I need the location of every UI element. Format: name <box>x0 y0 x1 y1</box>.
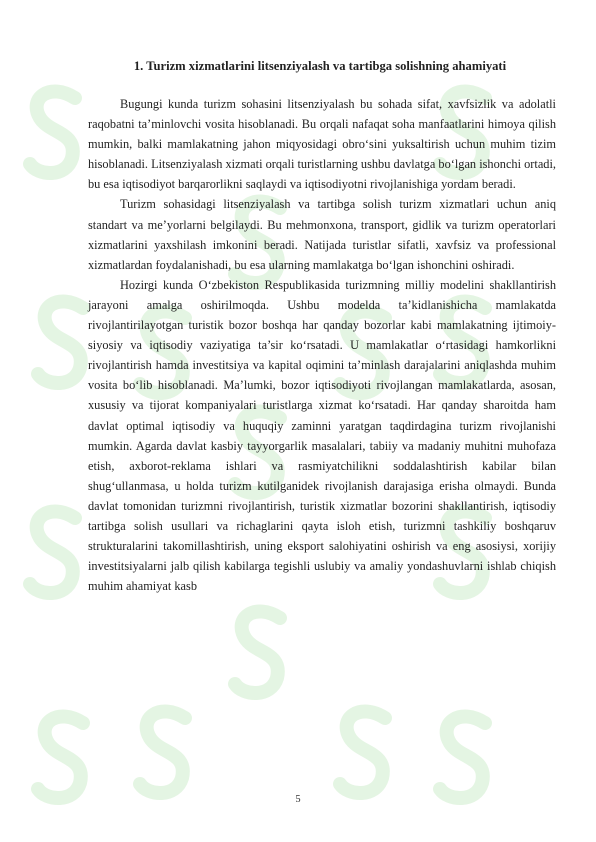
page-number: 5 <box>295 794 301 805</box>
paragraph-2: Turizm sohasidagi litsenziyalash va tartibga solish turizm xizmatlari uchun aniq standart va me’yorlarni belgilaydi. Bu mehmonxona, transport, gidlik va turizm operatorlari xizmatlarini yaxshilash imkonini beradi. Natijada turistlar sifatli, xavfsiz va professional xizmatlardan foydalanishadi, bu esa ularning mamlakatga bo‘lgan ishonchini oshiradi. <box>88 197 556 272</box>
section-heading: 1. Turizm xizmatlarini litsenziyalash va tartibga solishning ahamiyati <box>133 59 507 73</box>
body-text <box>88 94 556 596</box>
paragraph-3: Hozirgi kunda O‘zbekiston Respublikasida turizmning milliy modelini shakllantirish jarayoni amalga oshirilmoqda. Ushbu modelda ta’kidlanishicha mamlakatda rivojlantirilayotgan turistik bozor boshqa har qanday bozorlar kabi mamlakatning ijtimoiy-siyosiy va iqtisodiy vaziyatiga ta’sir ko‘rsatadi. U mamlakatlar o‘rtasidagi hamkorlikni rivojlantirish hamda investitsiya va kapital oqimini ta’minlash darajalarini aniqlashda muhim vosita bo‘lib hisoblanadi. Ma’lumki, bozor iqtisodiyoti rivojlangan mamlakatlarda, asosan, xususiy va tijorat kompaniyalari turistlarga xizmat ko‘rsatadi. Har qanday sharoitda ham davlat optimal iqtisodiy va huquqiy zaminni yaratgan taqdirdagina turizm rivojlanishi mumkin. Agarda davlat kasbiy tayyorgarlik masalalari, tabiiy va madaniy muhitni muhofaza etish, axborot-reklama ishlari va rasmiyatchilikni soddalashtirish kabilar bilan shug‘ullanmasa, u holda turizm kutilganidek rivojlanish darajasiga erisha olmaydi. Bunda davlat tomonidan turizmni rivojlantirish, turistik xizmatlar bozorini shakllantirish, iqtisodiy tartibga solish usullari va richaglarini qayta isloh etish, turizmni tashkiliy boshqaruv strukturalarini takomillashtirish, uning eksport salohiyatini oshirish va eng asosiysi, xorijiy investitsiyalarni jalb qilish kabilarga tegishli uslubiy va amaliy yondashuvlarni ishlab chiqish muhim ahamiyat kasb <box>88 277 556 594</box>
paragraph-1: Bugungi kunda turizm sohasini litsenziyalash bu sohada sifat, xavfsizlik va adolatli raqobatni ta’minlovchi vosita hisoblanadi. Bu orqali nafaqat soha manfaatlarini himoya qilish mumkin, balki mamlakatning jahon miqyosidagi obro‘sini yuksaltirish uchun muhim tizim hisoblanadi. Litsenziyalash xizmati orqali turistlarning ushbu davlatga bo‘lgan ishonchi ortadi, bu esa iqtisodiyot barqarorlikni saqlaydi va iqtisodiyotni rivojlanishiga yordam beradi. <box>88 97 556 192</box>
